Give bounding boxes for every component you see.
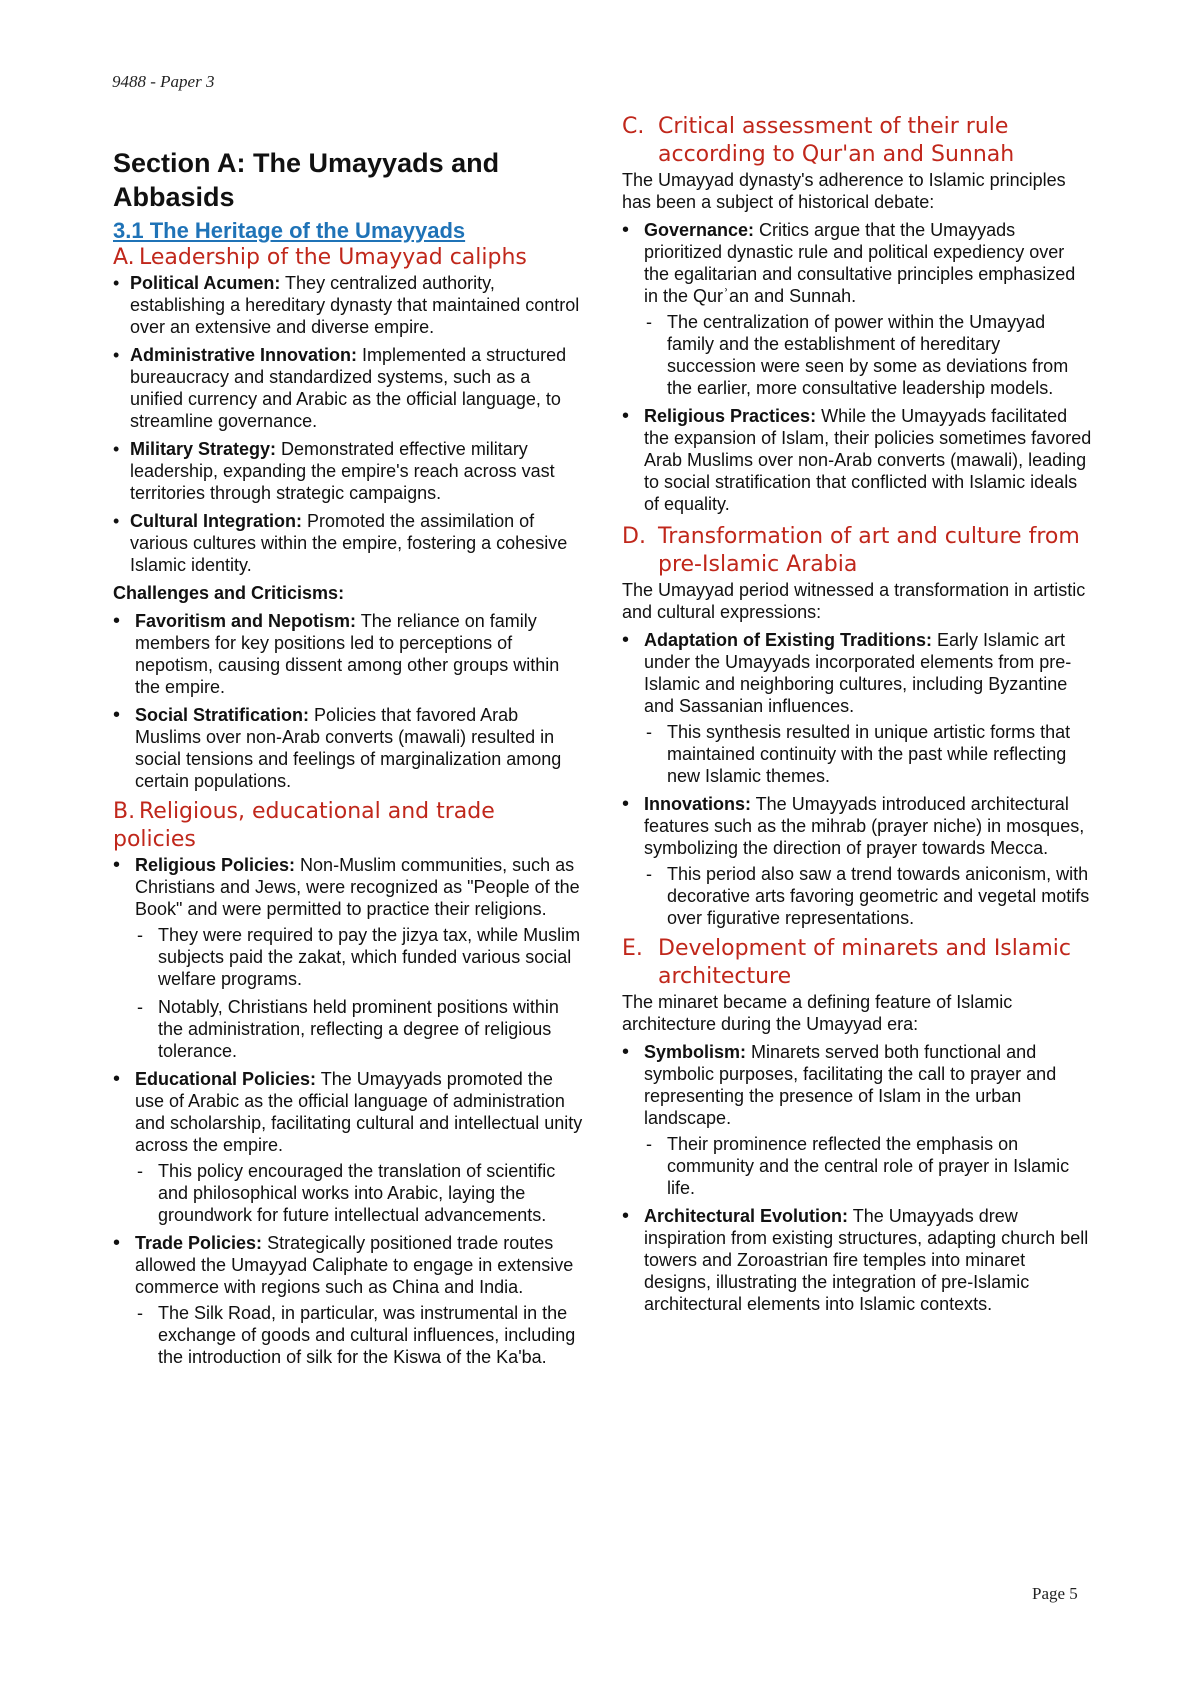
sub-item: - The Silk Road, in particular, was instrumental in the exchange of goods and cultural influences, including the introduction of silk for the Kiswa of the Ka'ba. bbox=[135, 1302, 583, 1368]
item-label: Governance: bbox=[644, 220, 755, 240]
sub-item: - This synthesis resulted in unique artistic forms that maintained continuity with the past while reflecting new Islamic themes. bbox=[644, 721, 1094, 787]
list-item bbox=[622, 629, 1094, 787]
leadership-list bbox=[113, 272, 583, 576]
list-item bbox=[622, 405, 1094, 515]
assessment-list bbox=[622, 219, 1094, 515]
heading-text: Transformation of art and culture from pre-Islamic Arabia bbox=[658, 524, 1080, 577]
heading-text: Religious, educational and trade policies bbox=[113, 799, 495, 852]
item-label: Favoritism and Nepotism: bbox=[135, 611, 357, 631]
item-text: Implemented a structured bureaucracy and standardized systems, such as a unified currency and Arabic as the official language, to streamline governance. bbox=[130, 345, 567, 431]
list-item bbox=[622, 219, 1094, 399]
heading-e bbox=[622, 935, 1094, 991]
item-text: The reliance on family members for key positions led to perceptions of nepotism, causing dissent among other groups within the empire. bbox=[135, 611, 560, 697]
sub-list bbox=[644, 311, 1094, 399]
list-item bbox=[113, 1232, 583, 1368]
sub-item: - Notably, Christians held prominent positions within the administration, reflecting a degree of religious tolerance. bbox=[135, 996, 583, 1062]
item-text: The Umayyads drew inspiration from existing structures, adapting church bell towers and Zoroastrian fire temples into minaret designs, illustrating the integration of pre-Islamic architectural elements into Islamic contexts. bbox=[644, 1206, 1089, 1314]
heading-a bbox=[113, 244, 583, 272]
sub-list bbox=[135, 924, 583, 1062]
art-list bbox=[622, 629, 1094, 929]
item-text: Critics argue that the Umayyads prioritized dynastic rule and political expediency over the egalitarian and consultative principles emphasized in the Qurʾan and Sunnah. bbox=[644, 220, 1076, 306]
sub-list bbox=[135, 1160, 583, 1226]
challenges-list bbox=[113, 610, 583, 792]
item-text: Demonstrated effective military leadership, expanding the empire's reach across vast territories through strategic campaigns. bbox=[130, 439, 555, 503]
item-label: Administrative Innovation: bbox=[130, 345, 358, 365]
intro-paragraph: The minaret became a defining feature of Islamic architecture during the Umayyad era: bbox=[622, 992, 1013, 1034]
subsection-link[interactable]: 3.1 The Heritage of the Umayyads bbox=[113, 218, 466, 243]
item-label: Religious Policies: bbox=[135, 855, 296, 875]
list-item bbox=[113, 438, 583, 504]
item-label: Military Strategy: bbox=[130, 439, 277, 459]
list-item bbox=[113, 1068, 583, 1226]
heading-text: Critical assessment of their rule according to Qur'an and Sunnah bbox=[658, 114, 1015, 167]
list-item bbox=[622, 793, 1094, 929]
sub-item: - This period also saw a trend towards aniconism, with decorative arts favoring geometric and vegetal motifs over figurative representations. bbox=[644, 863, 1094, 929]
sub-list bbox=[644, 1133, 1094, 1199]
section-title: Section A: The Umayyads and Abbasids bbox=[113, 148, 500, 212]
left-column bbox=[113, 146, 583, 1374]
item-label: Trade Policies: bbox=[135, 1233, 263, 1253]
heading-c bbox=[622, 113, 1094, 169]
intro-paragraph: The Umayyad period witnessed a transformation in artistic and cultural expressions: bbox=[622, 580, 1086, 622]
heading-letter: E. bbox=[622, 936, 643, 961]
item-text: Non-Muslim communities, such as Christians and Jews, were recognized as "People of the Book" and were permitted to practice their religions. bbox=[135, 855, 580, 919]
item-label: Cultural Integration: bbox=[130, 511, 302, 531]
item-label: Religious Practices: bbox=[644, 406, 817, 426]
minaret-list bbox=[622, 1041, 1094, 1315]
heading-letter: A. bbox=[113, 245, 135, 270]
sub-item: - The centralization of power within the Umayyad family and the establishment of hereditary succession were seen by some as deviations from the earlier, more consultative leadership models. bbox=[644, 311, 1094, 399]
item-label: Adaptation of Existing Traditions: bbox=[644, 630, 932, 650]
heading-letter: D. bbox=[622, 524, 646, 549]
sub-item: - This policy encouraged the translation of scientific and philosophical works into Arabic, laying the groundwork for future intellectual advancements. bbox=[135, 1160, 583, 1226]
intro-paragraph: The Umayyad dynasty's adherence to Islamic principles has been a subject of historical debate: bbox=[622, 170, 1066, 212]
item-text: The Umayyads promoted the use of Arabic as the official language of administration and scholarship, facilitating cultural and intellectual unity across the empire. bbox=[135, 1069, 583, 1155]
heading-b bbox=[113, 798, 583, 854]
sub-item: - They were required to pay the jizya tax, while Muslim subjects paid the zakat, which funded various social welfare programs. bbox=[135, 924, 583, 990]
list-item bbox=[113, 272, 583, 338]
list-item bbox=[113, 610, 583, 698]
item-label: Social Stratification: bbox=[135, 705, 310, 725]
item-label: Political Acumen: bbox=[130, 273, 281, 293]
item-label: Innovations: bbox=[644, 794, 751, 814]
policies-list bbox=[113, 854, 583, 1368]
item-text: They centralized authority, establishing a hereditary dynasty that maintained control over an extensive and diverse empire. bbox=[130, 273, 580, 337]
item-text: Early Islamic art under the Umayyads incorporated elements from pre-Islamic and neighboring cultures, including Byzantine and Sassanian influences. bbox=[644, 630, 1072, 716]
item-text: While the Umayyads facilitated the expansion of Islam, their policies sometimes favored Arab Muslims over non-Arab converts (mawali), leading to social stratification that conflicted with Islamic ideals of equality. bbox=[644, 406, 1092, 514]
heading-letter: B. bbox=[113, 799, 136, 824]
item-label: Architectural Evolution: bbox=[644, 1206, 849, 1226]
right-column bbox=[622, 113, 1094, 1321]
item-text: Minarets served both functional and symbolic purposes, facilitating the call to prayer and representing the presence of Islam in the urban landscape. bbox=[644, 1042, 1057, 1128]
item-label: Educational Policies: bbox=[135, 1069, 317, 1089]
heading-letter: C. bbox=[622, 114, 645, 139]
heading-text: Leadership of the Umayyad caliphs bbox=[139, 245, 527, 270]
sub-item: - Their prominence reflected the emphasis on community and the central role of prayer in Islamic life. bbox=[644, 1133, 1094, 1199]
item-text: The Umayyads introduced architectural features such as the mihrab (prayer niche) in mosques, symbolizing the direction of prayer towards Mecca. bbox=[644, 794, 1085, 858]
list-item bbox=[113, 344, 583, 432]
challenges-heading: Challenges and Criticisms: bbox=[113, 583, 345, 603]
sub-list bbox=[135, 1302, 583, 1368]
page-number: Page 5 bbox=[1032, 1584, 1078, 1603]
list-item bbox=[113, 704, 583, 792]
sub-list bbox=[644, 721, 1094, 787]
item-text: Strategically positioned trade routes allowed the Umayyad Caliphate to engage in extensive commerce with regions such as China and India. bbox=[135, 1233, 574, 1297]
list-item bbox=[622, 1205, 1094, 1315]
list-item bbox=[113, 854, 583, 1062]
heading-text: Development of minarets and Islamic architecture bbox=[658, 936, 1072, 989]
running-head: 9488 - Paper 3 bbox=[112, 72, 215, 91]
heading-d bbox=[622, 523, 1094, 579]
sub-list bbox=[644, 863, 1094, 929]
list-item bbox=[622, 1041, 1094, 1199]
list-item bbox=[113, 510, 583, 576]
item-text: Policies that favored Arab Muslims over non-Arab converts (mawali) resulted in social tensions and feelings of marginalization among certain populations. bbox=[135, 705, 562, 791]
item-label: Symbolism: bbox=[644, 1042, 747, 1062]
item-text: Promoted the assimilation of various cultures within the empire, fostering a cohesive Islamic identity. bbox=[130, 511, 568, 575]
